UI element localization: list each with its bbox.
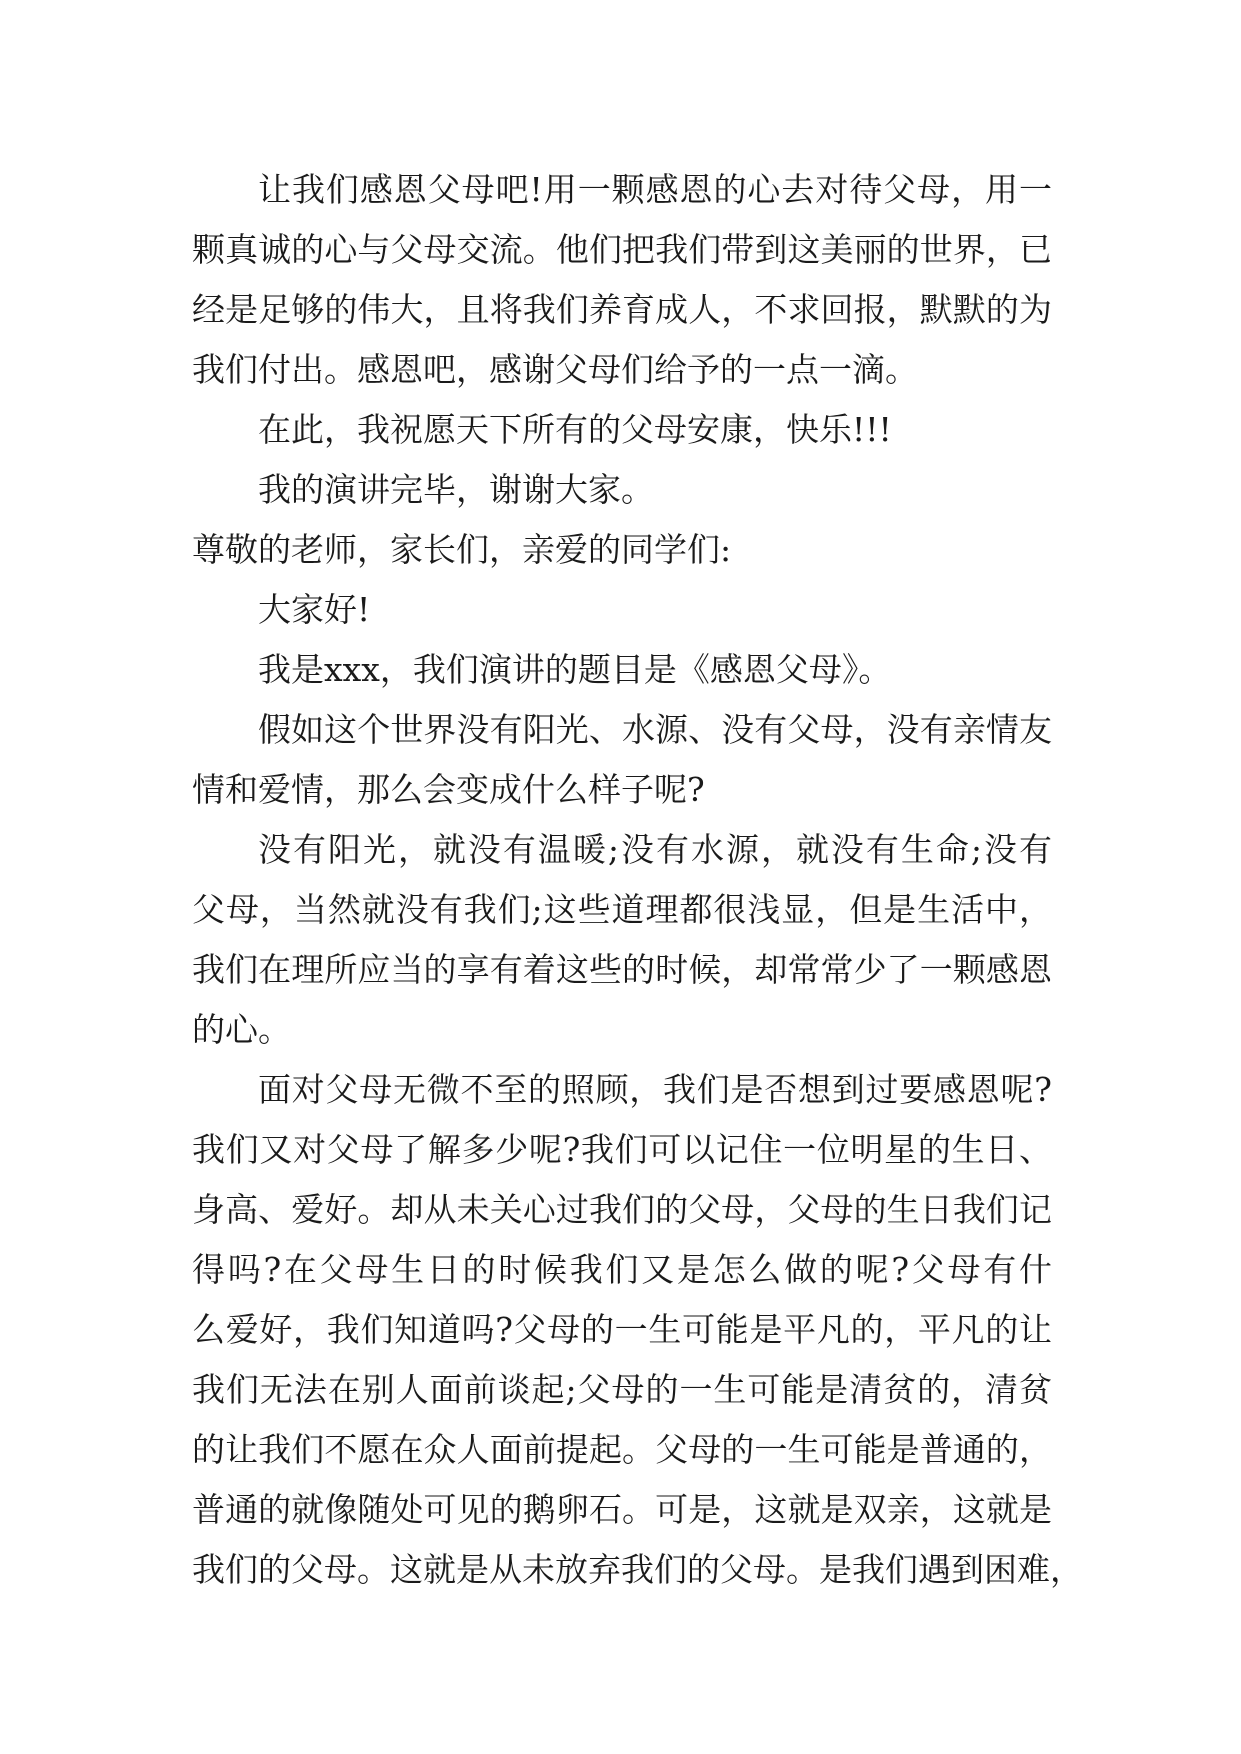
text-line: 在此，我祝愿天下所有的父母安康，快乐!!! [258, 410, 892, 449]
text-line: 经是足够的伟大，且将我们养育成人，不求回报，默默的为 [192, 290, 1052, 329]
text-line: 我是xxx，我们演讲的题目是《感恩父母》。 [258, 650, 892, 689]
text-line: 我们无法在别人面前谈起;父母的一生可能是清贫的，清贫 [192, 1370, 1052, 1409]
salutation: 尊敬的老师，家长们，亲爱的同学们: [192, 530, 732, 569]
greeting: 大家好! [258, 590, 371, 629]
text-line: 身高、爱好。却从未关心过我们的父母，父母的生日我们记 [192, 1190, 1052, 1229]
text-line: 么爱好，我们知道吗?父母的一生可能是平凡的，平凡的让 [192, 1310, 1052, 1349]
text-line: 我们的父母。这就是从未放弃我们的父母。是我们遇到困难， [192, 1550, 1083, 1589]
text-line: 假如这个世界没有阳光、水源、没有父母，没有亲情友 [258, 710, 1052, 749]
text-line: 的心。 [192, 1010, 291, 1049]
text-line: 的让我们不愿在众人面前提起。父母的一生可能是普通的， [192, 1430, 1052, 1469]
text-line: 普通的就像随处可见的鹅卵石。可是，这就是双亲，这就是 [192, 1490, 1052, 1529]
text-line: 我们付出。感恩吧，感谢父母们给予的一点一滴。 [192, 350, 918, 389]
text-line: 我的演讲完毕，谢谢大家。 [258, 470, 654, 509]
text-line: 父母，当然就没有我们;这些道理都很浅显，但是生活中， [192, 890, 1052, 929]
text-line: 面对父母无微不至的照顾，我们是否想到过要感恩呢? [258, 1070, 1052, 1109]
text-line: 得吗?在父母生日的时候我们又是怎么做的呢?父母有什 [192, 1250, 1052, 1289]
text-line: 我们又对父母了解多少呢?我们可以记住一位明星的生日、 [192, 1130, 1052, 1169]
text-line: 没有阳光，就没有温暖;没有水源，就没有生命;没有 [258, 830, 1052, 869]
text-line: 情和爱情，那么会变成什么样子呢? [192, 770, 705, 809]
text-line: 让我们感恩父母吧!用一颗感恩的心去对待父母，用一 [258, 170, 1052, 209]
text-line: 颗真诚的心与父母交流。他们把我们带到这美丽的世界，已 [192, 230, 1052, 269]
text-line: 我们在理所应当的享有着这些的时候，却常常少了一颗感恩 [192, 950, 1052, 989]
document-body [192, 160, 1083, 1600]
